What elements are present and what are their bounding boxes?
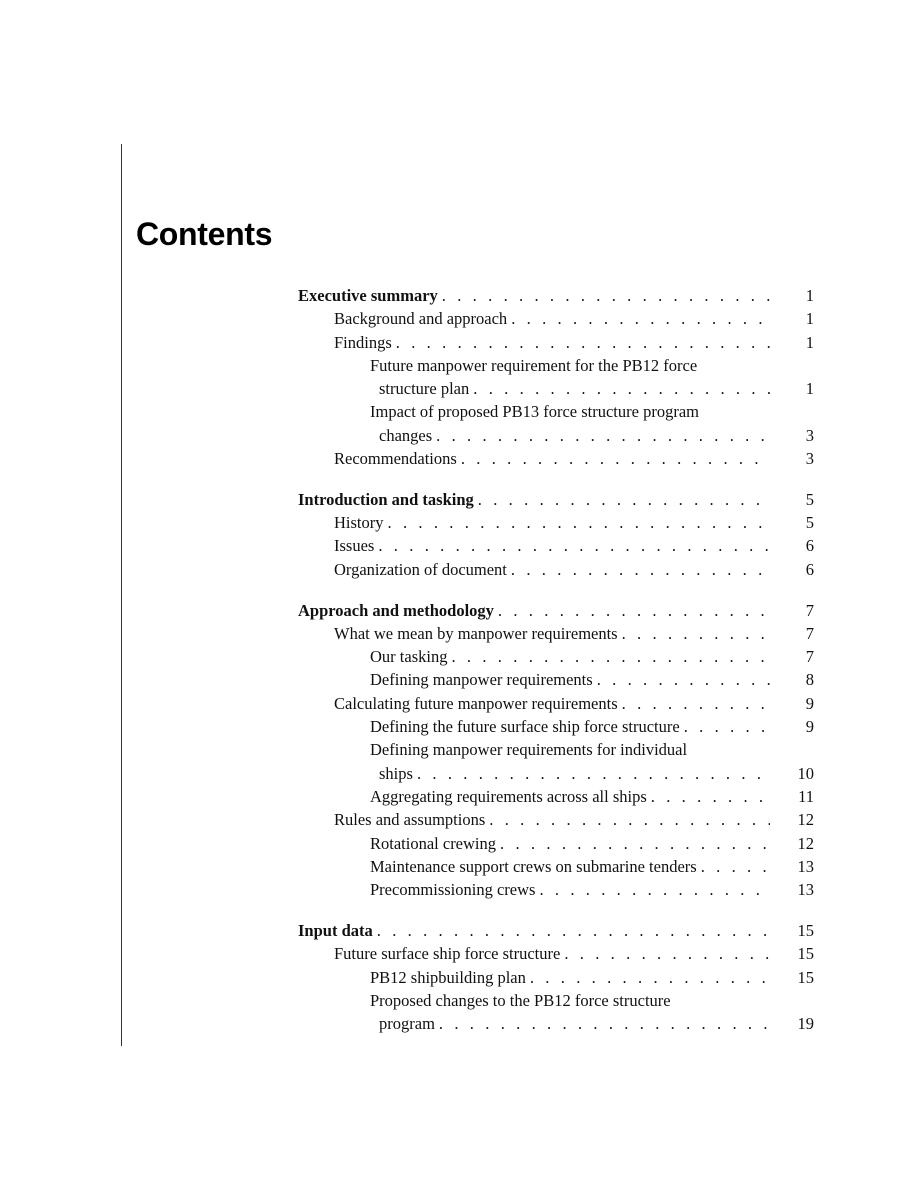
toc-entry-what-we-mean[interactable]: What we mean by manpower requirements . . . 7 xyxy=(334,622,814,645)
toc-entry-impact-of-proposed-changes[interactable]: Impact of proposed PB13 force structure program changes . . . 3 xyxy=(370,400,814,447)
toc-entry-executive-summary[interactable]: Executive summary . . . 1 xyxy=(298,284,814,307)
toc-entry-findings[interactable]: Findings . . . 1 xyxy=(334,331,814,354)
toc-entry-maintenance-support-crews[interactable]: Maintenance support crews on submarine tenders . . . 13 xyxy=(370,855,814,878)
margin-rule xyxy=(121,144,122,1046)
toc-entry-precommissioning-crews[interactable]: Precommissioning crews . . . 13 xyxy=(370,878,814,901)
toc-entry-our-tasking[interactable]: Our tasking . . . 7 xyxy=(370,645,814,668)
toc-entry-issues[interactable]: Issues . . . 6 xyxy=(334,534,814,557)
toc-section-introduction xyxy=(298,488,814,581)
toc-entry-background-and-approach[interactable]: Background and approach . . . 1 xyxy=(334,307,814,330)
table-of-contents xyxy=(298,284,814,1053)
toc-entry-future-manpower-requirement[interactable]: Future manpower requirement for the PB12 force structure plan . . . 1 xyxy=(370,354,814,401)
toc-entry-pb12-shipbuilding-plan[interactable]: PB12 shipbuilding plan . . . 15 xyxy=(370,966,814,989)
toc-entry-rules-and-assumptions[interactable]: Rules and assumptions . . . 12 xyxy=(334,808,814,831)
toc-entry-defining-manpower-requirements[interactable]: Defining manpower requirements . . . 8 xyxy=(370,668,814,691)
toc-entry-organization-of-document[interactable]: Organization of document . . . 6 xyxy=(334,558,814,581)
toc-entry-rotational-crewing[interactable]: Rotational crewing . . . 12 xyxy=(370,832,814,855)
toc-entry-proposed-changes[interactable]: Proposed changes to the PB12 force structure program . . . 19 xyxy=(370,989,814,1036)
toc-entry-calculating-future-requirements[interactable]: Calculating future manpower requirements . . . 9 xyxy=(334,692,814,715)
toc-entry-defining-individual-ships[interactable]: Defining manpower requirements for individual ships . . . 10 xyxy=(370,738,814,785)
toc-section-approach xyxy=(298,599,814,902)
toc-entry-future-surface-ship-force[interactable]: Future surface ship force structure . . . 15 xyxy=(334,942,814,965)
toc-entry-aggregating-requirements[interactable]: Aggregating requirements across all ships . . . 11 xyxy=(370,785,814,808)
toc-entry-recommendations[interactable]: Recommendations . . . 3 xyxy=(334,447,814,470)
toc-entry-approach-and-methodology[interactable]: Approach and methodology . . . 7 xyxy=(298,599,814,622)
page-title: Contents xyxy=(136,216,273,252)
toc-entry-introduction-and-tasking[interactable]: Introduction and tasking . . . 5 xyxy=(298,488,814,511)
toc-entry-history[interactable]: History . . . 5 xyxy=(334,511,814,534)
toc-section-executive-summary xyxy=(298,284,814,470)
toc-entry-defining-future-force-structure[interactable]: Defining the future surface ship force structure . . . 9 xyxy=(370,715,814,738)
toc-entry-input-data[interactable]: Input data . . . 15 xyxy=(298,919,814,942)
toc-section-input-data xyxy=(298,919,814,1035)
